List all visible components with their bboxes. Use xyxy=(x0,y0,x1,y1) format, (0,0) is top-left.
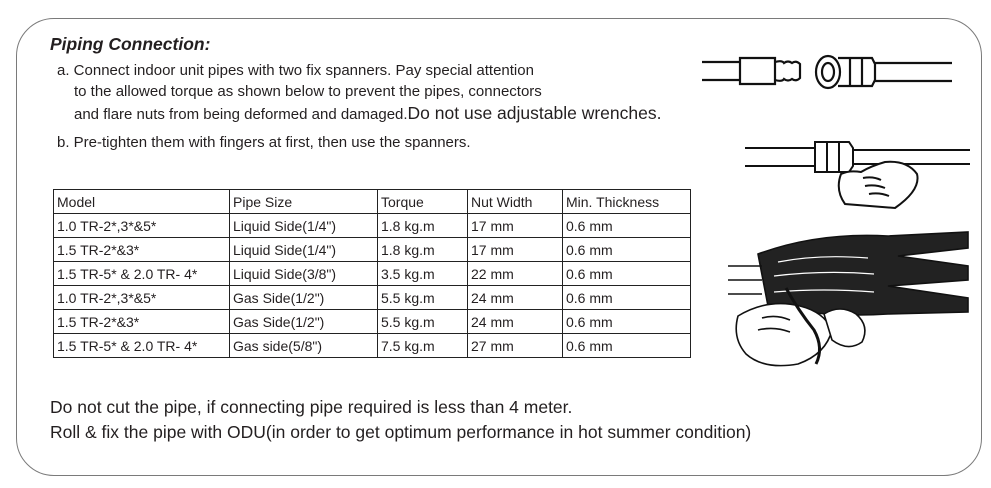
table-header-row xyxy=(54,190,691,214)
table-row xyxy=(54,334,691,358)
cell-torque: 1.8 kg.m xyxy=(378,214,468,238)
section-heading: Piping Connection: xyxy=(50,34,211,54)
cell-model: 1.5 TR-2*&3* xyxy=(54,238,230,262)
cell-model: 1.0 TR-2*,3*&5* xyxy=(54,286,230,310)
table-row xyxy=(54,238,691,262)
instruction-a-line2: to the allowed torque as shown below to prevent the pipes, connectors xyxy=(74,83,542,100)
cell-nut-width: 17 mm xyxy=(468,238,563,262)
cell-nut-width: 22 mm xyxy=(468,262,563,286)
cell-pipe-size: Gas Side(1/2") xyxy=(230,286,378,310)
table-row xyxy=(54,262,691,286)
cell-min-thickness: 0.6 mm xyxy=(563,262,691,286)
cell-torque: 5.5 kg.m xyxy=(378,286,468,310)
cell-pipe-size: Gas side(5/8") xyxy=(230,334,378,358)
cell-min-thickness: 0.6 mm xyxy=(563,334,691,358)
note-do-not-cut: Do not cut the pipe, if connecting pipe required is less than 4 meter. xyxy=(50,397,573,417)
cell-torque: 7.5 kg.m xyxy=(378,334,468,358)
cell-min-thickness: 0.6 mm xyxy=(563,286,691,310)
cell-torque: 3.5 kg.m xyxy=(378,262,468,286)
cell-nut-width: 17 mm xyxy=(468,214,563,238)
torque-table xyxy=(53,189,691,358)
cell-pipe-size: Liquid Side(3/8") xyxy=(230,262,378,286)
pipe-wrapping-illustration xyxy=(728,214,973,379)
instruction-a-line1: a. Connect indoor unit pipes with two fix spanners. Pay special attention xyxy=(57,62,534,79)
instruction-b: b. Pre-tighten them with fingers at first, then use the spanners. xyxy=(57,134,471,151)
flare-connector-illustration xyxy=(700,50,960,100)
cell-min-thickness: 0.6 mm xyxy=(563,238,691,262)
table-row xyxy=(54,286,691,310)
header-pipe-size: Pipe Size xyxy=(230,190,378,214)
cell-pipe-size: Liquid Side(1/4") xyxy=(230,214,378,238)
table-row xyxy=(54,214,691,238)
cell-torque: 5.5 kg.m xyxy=(378,310,468,334)
cell-min-thickness: 0.6 mm xyxy=(563,214,691,238)
header-model: Model xyxy=(54,190,230,214)
cell-nut-width: 27 mm xyxy=(468,334,563,358)
cell-torque: 1.8 kg.m xyxy=(378,238,468,262)
cell-nut-width: 24 mm xyxy=(468,286,563,310)
cell-nut-width: 24 mm xyxy=(468,310,563,334)
cell-model: 1.5 TR-5* & 2.0 TR- 4* xyxy=(54,262,230,286)
cell-model: 1.0 TR-2*,3*&5* xyxy=(54,214,230,238)
note-roll-fix: Roll & fix the pipe with ODU(in order to get optimum performance in hot summer condition) xyxy=(50,422,752,442)
instruction-a-line3: and flare nuts from being deformed and damaged.Do not use adjustable wrenches. xyxy=(74,103,662,123)
wrench-warning: Do not use adjustable wrenches. xyxy=(407,103,662,123)
header-min-thickness: Min. Thickness xyxy=(563,190,691,214)
cell-pipe-size: Liquid Side(1/4") xyxy=(230,238,378,262)
table-row xyxy=(54,310,691,334)
header-nut-width: Nut Width xyxy=(468,190,563,214)
cell-model: 1.5 TR-5* & 2.0 TR- 4* xyxy=(54,334,230,358)
cell-min-thickness: 0.6 mm xyxy=(563,310,691,334)
cell-model: 1.5 TR-2*&3* xyxy=(54,310,230,334)
header-torque: Torque xyxy=(378,190,468,214)
cell-pipe-size: Gas Side(1/2") xyxy=(230,310,378,334)
hand-tightening-illustration xyxy=(745,120,975,210)
